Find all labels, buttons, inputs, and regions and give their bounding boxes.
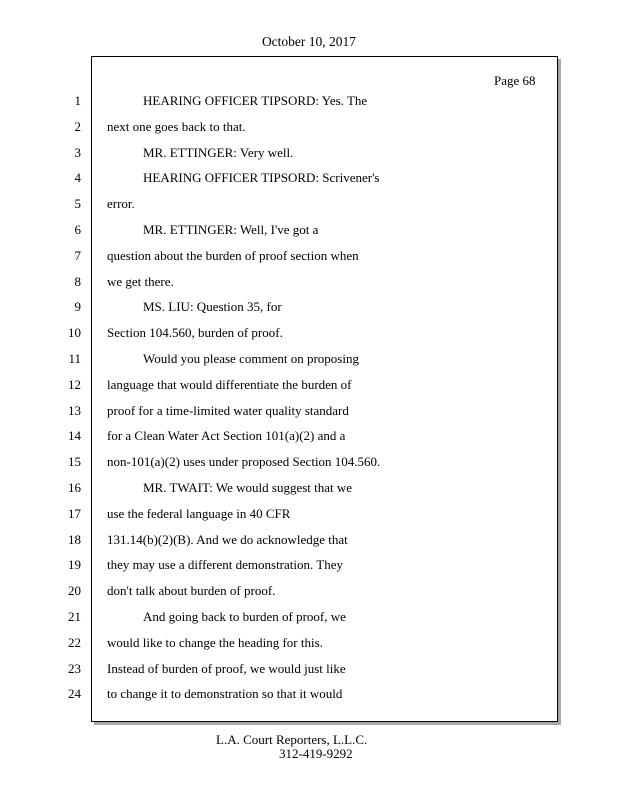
line-text: language that would differentiate the burden of <box>107 376 352 392</box>
line-number: 13 <box>68 402 81 418</box>
line-number: 16 <box>68 480 81 495</box>
line-number: 4 <box>74 170 81 186</box>
line-number: 6 <box>74 222 81 237</box>
line-number: 24 <box>68 686 81 702</box>
transcript-line <box>0 634 618 652</box>
line-text: MR. TWAIT: We would suggest that we <box>143 480 353 495</box>
transcript-line <box>0 660 618 678</box>
transcript-line <box>0 556 618 574</box>
line-text: don't talk about burden of proof. <box>107 583 276 599</box>
line-number: 18 <box>68 531 81 547</box>
line-number: 19 <box>68 557 81 573</box>
transcript-line <box>0 247 618 265</box>
transcript-line <box>0 479 618 497</box>
line-text: HEARING OFFICER TIPSORD: Yes. The <box>143 93 368 108</box>
transcript-line <box>0 195 618 213</box>
line-number: 22 <box>68 634 81 650</box>
line-number: 10 <box>68 325 81 341</box>
footer-phone: 312-419-9292 <box>279 746 353 761</box>
line-number: 21 <box>68 609 81 624</box>
line-text: MS. LIU: Question 35, for <box>143 299 282 315</box>
line-text: MR. ETTINGER: Well, I've got a <box>143 222 319 237</box>
transcript-line <box>0 92 618 110</box>
line-text: question about the burden of proof section when <box>107 247 359 263</box>
line-number: 17 <box>68 505 81 521</box>
transcript-line <box>0 453 618 471</box>
line-number: 11 <box>68 351 81 366</box>
line-number: 20 <box>68 583 81 599</box>
transcript-line <box>0 324 618 342</box>
transcript-line <box>0 169 618 187</box>
line-number: 5 <box>74 196 81 212</box>
transcript-line <box>0 273 618 291</box>
line-text: HEARING OFFICER TIPSORD: Scrivener's <box>143 170 380 186</box>
transcript-line <box>0 298 618 316</box>
line-text: next one goes back to that. <box>107 118 246 134</box>
line-number: 14 <box>68 428 81 444</box>
line-text: Section 104.560, burden of proof. <box>107 325 283 341</box>
line-text: proof for a time-limited water quality standard <box>107 402 349 418</box>
header-date: October 10, 2017 <box>261 34 357 49</box>
transcript-line <box>0 685 618 703</box>
line-number: 2 <box>74 118 81 134</box>
line-number: 1 <box>74 93 81 108</box>
transcript-line <box>0 118 618 136</box>
line-number: 15 <box>68 454 81 470</box>
line-text: 131.14(b)(2)(B). And we do acknowledge that <box>107 531 348 547</box>
line-number: 8 <box>74 273 81 289</box>
line-text: would like to change the heading for this. <box>107 634 323 650</box>
line-text: they may use a different demonstration. They <box>107 557 343 573</box>
line-text: Would you please comment on proposing <box>143 351 359 366</box>
line-number: 3 <box>74 144 81 160</box>
transcript-line <box>0 505 618 523</box>
page-number: Page 68 <box>494 73 536 88</box>
line-text: non-101(a)(2) uses under proposed Section 104.560. <box>107 454 381 470</box>
transcript-line <box>0 608 618 626</box>
transcript-line <box>0 402 618 420</box>
line-number: 9 <box>74 299 81 315</box>
line-text: to change it to demonstration so that it would <box>107 686 343 702</box>
transcript-line <box>0 531 618 549</box>
line-text: for a Clean Water Act Section 101(a)(2) and a <box>107 428 346 444</box>
line-number: 23 <box>68 660 81 676</box>
transcript-line <box>0 350 618 368</box>
line-text: Instead of burden of proof, we would just like <box>107 660 346 676</box>
line-text: MR. ETTINGER: Very well. <box>143 144 294 160</box>
transcript-line <box>0 427 618 445</box>
transcript-line <box>0 221 618 239</box>
line-number: 12 <box>68 376 81 392</box>
line-text: use the federal language in 40 CFR <box>107 505 291 521</box>
line-number: 7 <box>74 247 81 263</box>
footer-company: L.A. Court Reporters, L.L.C. <box>216 732 368 747</box>
transcript-line <box>0 376 618 394</box>
line-text: we get there. <box>107 273 174 289</box>
line-text: And going back to burden of proof, we <box>143 609 346 624</box>
line-text: error. <box>107 196 135 212</box>
transcript-line <box>0 144 618 162</box>
transcript-line <box>0 582 618 600</box>
